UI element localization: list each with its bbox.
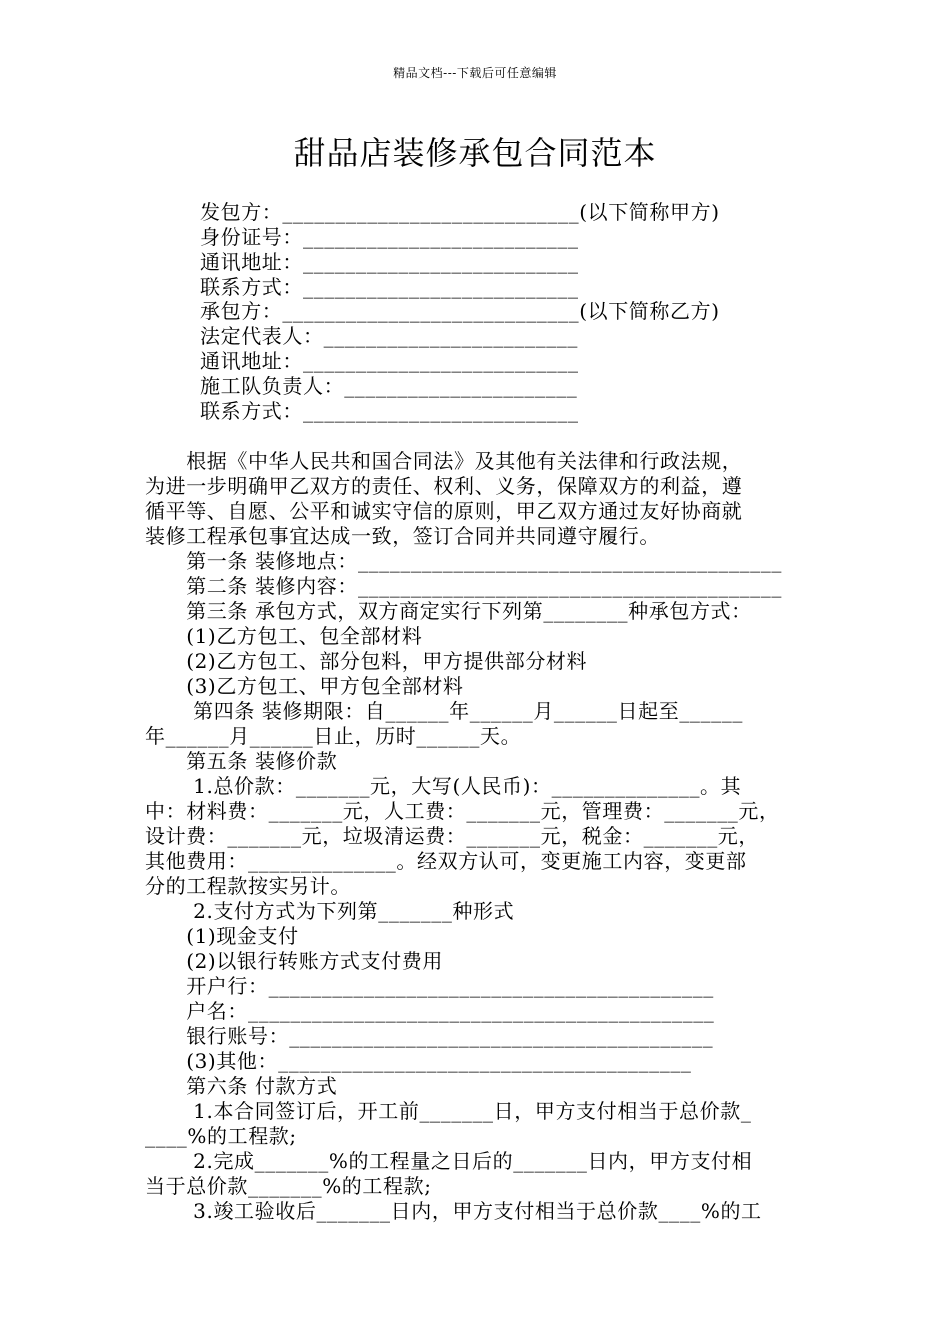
- bank-field: 户名：____________________________________________: [145, 999, 715, 1023]
- body-line: 其他费用：______________。经双方认可，变更施工内容，变更部: [145, 849, 747, 873]
- contract-option: (3)乙方包工、甲方包全部材料: [145, 674, 464, 698]
- header-note: 精品文档---下载后可任意编辑: [393, 66, 557, 80]
- body-line: 根据《中华人民共和国合同法》及其他有关法律和行政法规，: [145, 449, 743, 473]
- body-line: 中：材料费：_______元，人工费：_______元，管理费：_______元，: [145, 799, 780, 823]
- party-line: 施工队负责人：______________________: [200, 374, 578, 398]
- body-line: 装修工程承包事宜达成一致，签订合同并共同遵守履行。: [145, 524, 660, 548]
- bank-field: 开户行：__________________________________________: [145, 974, 714, 998]
- party-line: 通讯地址：__________________________: [200, 349, 579, 373]
- body-line: 为进一步明确甲乙双方的责任、权利、义务，保障双方的利益，遵: [145, 474, 743, 498]
- bank-field: 银行账号：________________________________________: [145, 1024, 714, 1048]
- body-line: 分的工程款按实另计。: [145, 874, 351, 898]
- party-line: 身份证号：__________________________: [200, 225, 579, 249]
- party-line: 联系方式：__________________________: [200, 275, 579, 299]
- body-line: ____%的工程款;: [145, 1124, 297, 1148]
- body-line: 设计费：_______元，垃圾清运费：_______元，税金：_______元，: [145, 824, 759, 848]
- article-3: 第三条 承包方式，双方商定实行下列第________种承包方式：: [145, 599, 752, 623]
- body-line: 3.竣工验收后_______日内，甲方支付相当于总价款____%的工: [145, 1199, 762, 1223]
- article-5: 第五条 装修价款: [145, 749, 338, 773]
- party-line: 发包方：____________________________(以下简称甲方): [200, 200, 720, 224]
- party-line: 联系方式：__________________________: [200, 399, 579, 423]
- payment-option: (1)现金支付: [145, 924, 299, 948]
- body-line: 1.本合同签订后，开工前_______日，甲方支付相当于总价款_: [145, 1099, 752, 1123]
- article-6: 第六条 付款方式: [145, 1074, 338, 1098]
- payment-option: (3)其他：_______________________________________: [145, 1049, 692, 1073]
- document-title: 甜品店装修承包合同范本: [293, 134, 657, 172]
- article-2: 第二条 装修内容：________________________________________: [145, 574, 782, 598]
- contract-option: (2)乙方包工、部分包料，甲方提供部分材料: [145, 649, 588, 673]
- body-line: 2.支付方式为下列第_______种形式: [145, 899, 515, 923]
- payment-option: (2)以银行转账方式支付费用: [145, 949, 443, 973]
- body-line: 循平等、自愿、公平和诚实守信的原则，甲乙双方通过友好协商就: [145, 499, 743, 523]
- contract-option: (1)乙方包工、包全部材料: [145, 624, 423, 648]
- article-1: 第一条 装修地点：________________________________________: [145, 549, 782, 573]
- body-line: 1.总价款：_______元，大写(人民币)：______________。其: [145, 774, 742, 798]
- party-line: 承包方：____________________________(以下简称乙方): [200, 299, 720, 323]
- party-line: 通讯地址：__________________________: [200, 250, 579, 274]
- party-line: 法定代表人：________________________: [200, 324, 578, 348]
- body-line: 2.完成_______%的工程量之日后的_______日内，甲方支付相: [145, 1149, 753, 1173]
- article-4: 第四条 装修期限：自______年______月______日起至______: [145, 699, 743, 723]
- body-line: 年______月______日止，历时______天。: [145, 724, 522, 748]
- body-line: 当于总价款_______%的工程款;: [145, 1174, 432, 1198]
